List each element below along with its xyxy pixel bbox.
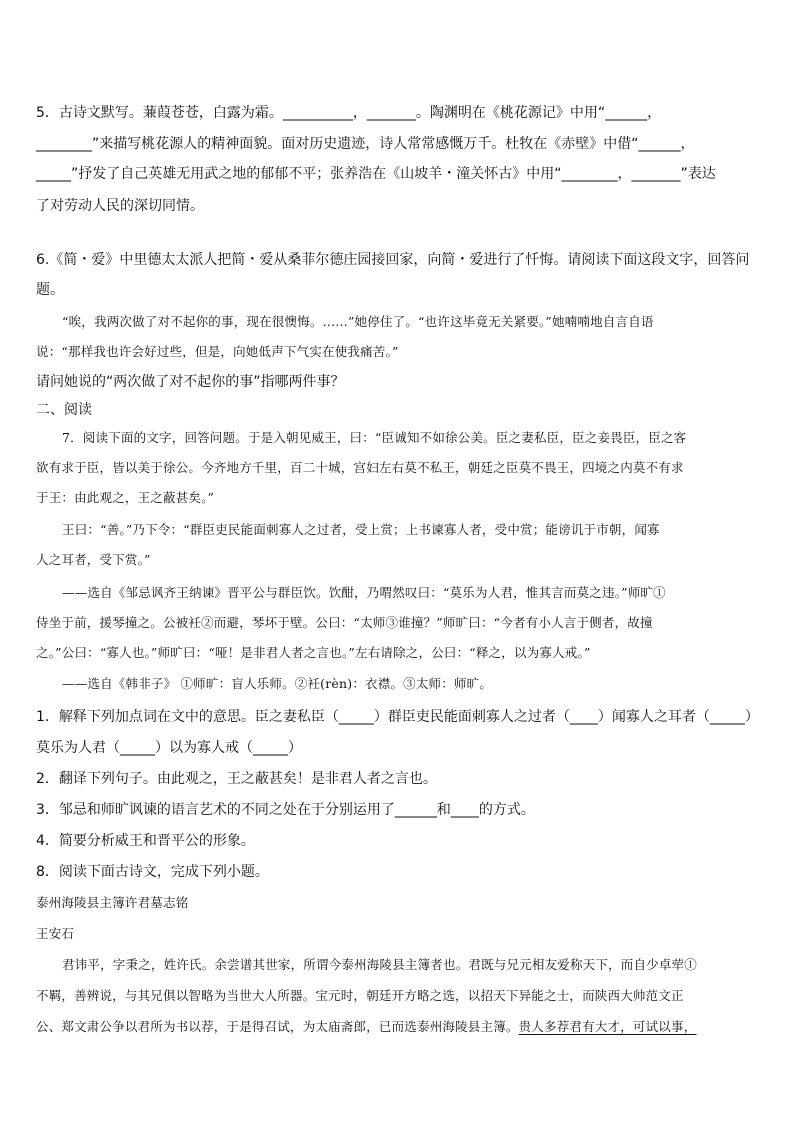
q6-quote-1: “唉，我两次做了对不起你的事，现在很懊悔。……”她停住了。“也许这毕竟无关紧要。”她喃喃地自言自语 bbox=[62, 314, 654, 329]
q8-passage-title: 泰州海陵县主簿许君墓志铭 bbox=[36, 895, 189, 910]
q8-para1-line2: 不羁，善辨说，与其兄俱以智略为当世大人所器。宝元时，朝廷开方略之选，以招天下异能之士，而陕西大帅范文正 bbox=[36, 988, 684, 1003]
section-heading: 二、阅读 bbox=[36, 402, 92, 418]
q7-para1-line2: 欲有求于臣，皆以美于徐公。今齐地方千里，百二十城，宫妇左右莫不私王，朝廷之臣莫不畏王，四境之内莫不有求 bbox=[36, 460, 684, 475]
q6-line-1: 6.《简・爱》中里德太太派人把简・爱从桑菲尔德庄园接回家，向简・爱进行了忏悔。请阅读下面这段文字，回答问 bbox=[36, 252, 750, 268]
q6-quote-2: 说：“那样我也许会好过些，但是，向她低声下气实在使我痛苦。” bbox=[36, 344, 399, 359]
q7-sub1-line1: 1．解释下列加点词在文中的意思。臣之妻私臣（_____）群臣吏民能面刺寡人之过者（____）闻寡人之耳者（_____） bbox=[36, 709, 759, 725]
q5-line-1: 5．古诗文默写。蒹葭苍苍，白露为霜。__________，_______。陶渊明在《桃花源记》中用“______， bbox=[36, 105, 662, 121]
q8-intro: 8．阅读下面古诗文，完成下列小题。 bbox=[36, 864, 269, 880]
q7-para1-line1: 7．阅读下面的文字，回答问题。于是入朝见威王，曰：“臣诚知不如徐公美。臣之妻私臣，臣之妾畏臣，臣之客 bbox=[62, 430, 687, 445]
q8-underlined-sentence: 贵人多荐君有大才，可试以事， bbox=[518, 1019, 697, 1034]
q7-para1-line3: 于王：由此观之，王之蔽甚矣。” bbox=[36, 490, 215, 505]
q8-para1-line1: 君讳平，字秉之，姓许氏。余尝谱其世家，所谓今泰州海陵县主簿者也。君既与兄元相友爱称天下，而自少卓荦① bbox=[62, 957, 698, 972]
q7-para3-line1: 侍坐于前，援琴撞之。公被衽②而避，琴坏于壁。公曰：“太师③谁撞？”师旷曰：“今者有小人言于侧者，故撞 bbox=[36, 615, 653, 630]
q7-para2-line2: 人之耳者，受下赏。” bbox=[36, 552, 151, 567]
q8-para1-line3-text: 公、郑文肃公争以君所为书以荐，于是得召试，为太庙斋郎，已而选泰州海陵县主簿。 bbox=[36, 1019, 519, 1034]
q5-line-4: 了对劳动人民的深切同情。 bbox=[36, 198, 204, 214]
q6-question: 请问她说的“两次做了对不起你的事”指哪两件事？ bbox=[36, 374, 345, 390]
q7-sub2: 2．翻译下列句子。由此观之，王之蔽甚矣！是非君人者之言也。 bbox=[36, 771, 437, 787]
q7-para2-line1: 王曰：“善。”乃下令：“群臣吏民能面刺寡人之过者，受上赏；上书谏寡人者，受中赏；能谤讥于市朝，闻寡 bbox=[62, 522, 660, 537]
q8-para1-line3 bbox=[36, 1017, 764, 1037]
q7-sub3: 3．邹忌和师旷讽谏的语言艺术的不同之处在于分别运用了______和____的方式。 bbox=[36, 802, 535, 818]
q7-source-2: ——选自《韩非子》 ①师旷：盲人乐师。②衽(rèn)：衣襟。③太师：师旷。 bbox=[62, 676, 493, 691]
q5-line-3: _____”抒发了自己英雄无用武之地的郁郁不平；张养浩在《山坡羊・潼关怀古》中用“________，_______”表达 bbox=[36, 166, 716, 182]
q7-para3-line2: 之。”公曰：“寡人也。”师旷曰：“哑！是非君人者之言也。”左右请除之，公曰：“释之，以为寡人戒。” bbox=[36, 645, 591, 660]
q6-line-2: 题。 bbox=[36, 282, 64, 298]
q7-source-1: ——选自《邹忌讽齐王纳谏》晋平公与群臣饮。饮酣，乃喟然叹曰：“莫乐为人君，惟其言而莫之违。”师旷① bbox=[62, 585, 666, 600]
q7-sub1-line2: 莫乐为人君（_____）以为寡人戒（_____） bbox=[36, 740, 302, 756]
q5-line-2: ________”来描写桃花源人的精神面貌。面对历史遗迹，诗人常常感慨万千。杜牧在《赤壁》中借“______， bbox=[36, 136, 695, 152]
q7-sub4: 4．简要分析威王和晋平公的形象。 bbox=[36, 833, 255, 849]
q8-passage-author: 王安石 bbox=[36, 926, 75, 941]
